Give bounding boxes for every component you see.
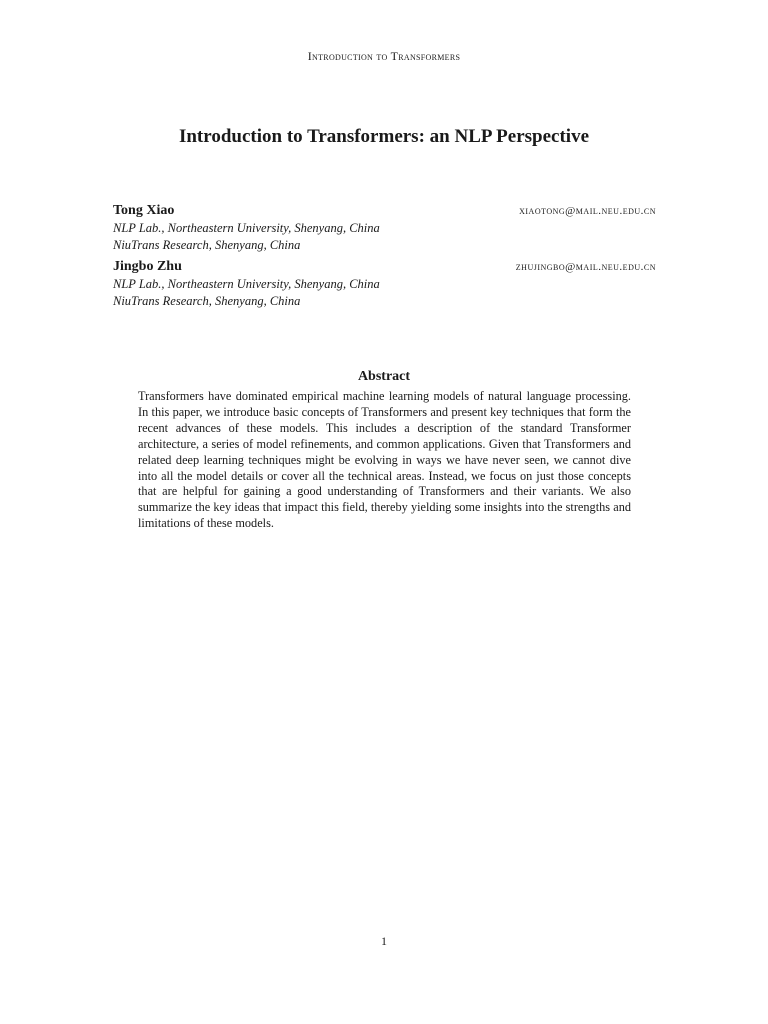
author-name: Jingbo Zhu — [113, 259, 182, 274]
author-affiliation: NLP Lab., Northeastern University, Shenyang, China — [113, 277, 380, 291]
abstract-heading: Abstract — [357, 369, 411, 384]
author-name: Tong Xiao — [113, 203, 175, 218]
abstract-text: Transformers have dominated empirical machine learning models of natural language processing. In this paper, we introduce basic concepts of Transformers and present key techniques that form the recent advances of these models. This includes a description of the standard Transformer architecture, a series of model refinements, and common applications. Given that Transformers and related deep learning techniques might be evolving in ways we have never seen, we cannot dive into all the model details or cover all the technical areas. Instead, we focus on just those concepts that are helpful for gaining a good understanding of Transformers and their variants. We also summarize the key ideas that impact this field, thereby yielding some insights into the strengths and limitations of these models. — [138, 389, 631, 531]
author-email: xiaotong@mail.neu.edu.cn — [519, 205, 656, 217]
paper-title: Introduction to Transformers: an NLP Perspective — [178, 126, 590, 147]
author-affiliation: NiuTrans Research, Shenyang, China — [113, 293, 301, 308]
author-affiliation: NiuTrans Research, Shenyang, China — [113, 237, 301, 252]
page-number: 1 — [381, 934, 387, 948]
author-block — [113, 203, 656, 253]
author-email: zhujingbo@mail.neu.edu.cn — [515, 261, 656, 273]
author-affiliation: NLP Lab., Northeastern University, Shenyang, China — [113, 221, 380, 235]
running-head: Introduction to Transformers — [307, 49, 461, 63]
author-block — [113, 259, 656, 309]
